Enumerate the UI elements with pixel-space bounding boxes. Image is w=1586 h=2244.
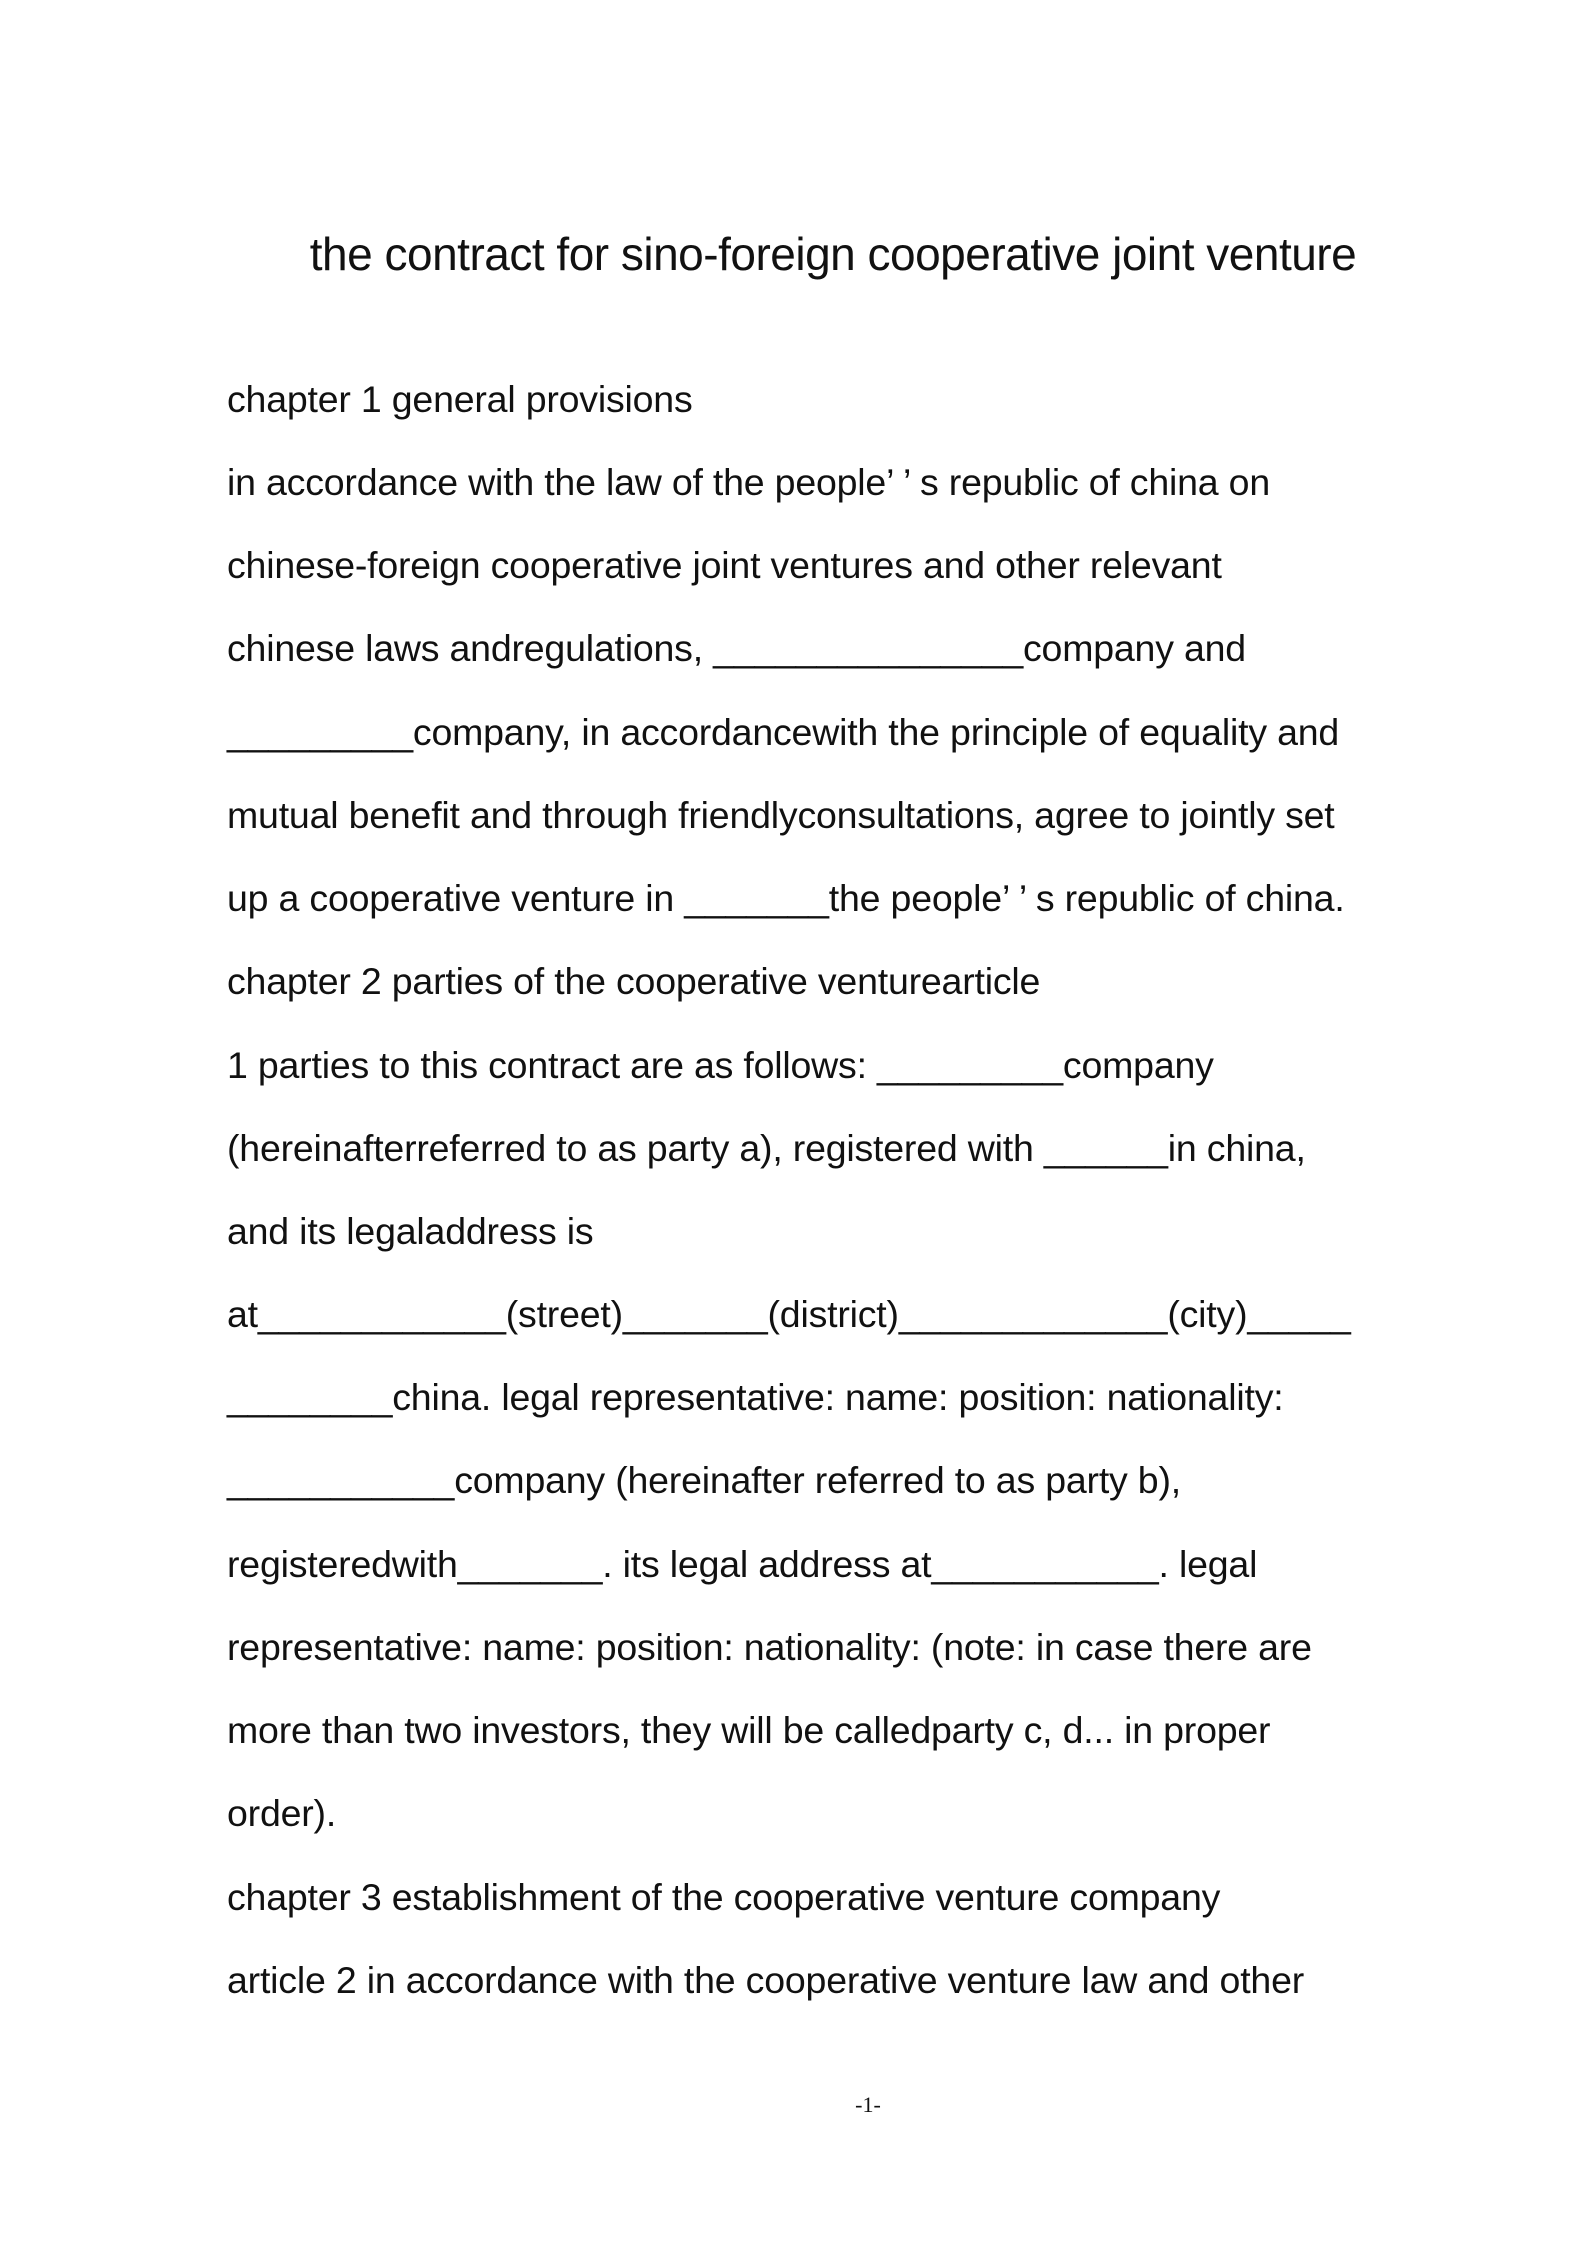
text-line: at____________(street)_______(district)_____________(city)_____ — [227, 1293, 1351, 1335]
text-line: _________company, in accordancewith the principle of equality and — [227, 711, 1340, 753]
text-line: (hereinafterreferred to as party a), registered with ______in china, — [227, 1127, 1306, 1169]
text-line: article 2 in accordance with the cooperative venture law and other — [227, 1959, 1305, 2001]
text-line: chinese-foreign cooperative joint ventures and other relevant — [227, 544, 1222, 586]
text-line: more than two investors, they will be calledparty c, d... in proper — [227, 1709, 1271, 1751]
document-title: the contract for sino-foreign cooperative joint venture — [309, 228, 1357, 280]
text-line: mutual benefit and through friendlyconsultations, agree to jointly set — [227, 794, 1335, 836]
text-line: ___________company (hereinafter referred to as party b), — [227, 1459, 1181, 1501]
text-line: ________china. legal representative: name: position: nationality: — [227, 1376, 1284, 1418]
text-line: registeredwith_______. its legal address at___________. legal — [227, 1543, 1258, 1585]
text-line: in accordance with the law of the people’ ’ s republic of china on — [227, 461, 1270, 503]
text-line: chapter 3 establishment of the cooperative venture company — [227, 1876, 1221, 1918]
text-line: up a cooperative venture in _______the people’ ’ s republic of china. — [227, 877, 1345, 919]
text-line: chapter 1 general provisions — [227, 378, 693, 420]
text-line: representative: name: position: nationality: (note: in case there are — [227, 1626, 1312, 1668]
text-line: chinese laws andregulations, _______________company and — [227, 627, 1246, 669]
text-line: chapter 2 parties of the cooperative venturearticle — [227, 960, 1041, 1002]
text-line: and its legaladdress is — [227, 1210, 594, 1252]
page-number: -1- — [855, 2092, 881, 2117]
text-line: 1 parties to this contract are as follows: _________company — [227, 1044, 1214, 1086]
text-line: order). — [227, 1792, 337, 1834]
